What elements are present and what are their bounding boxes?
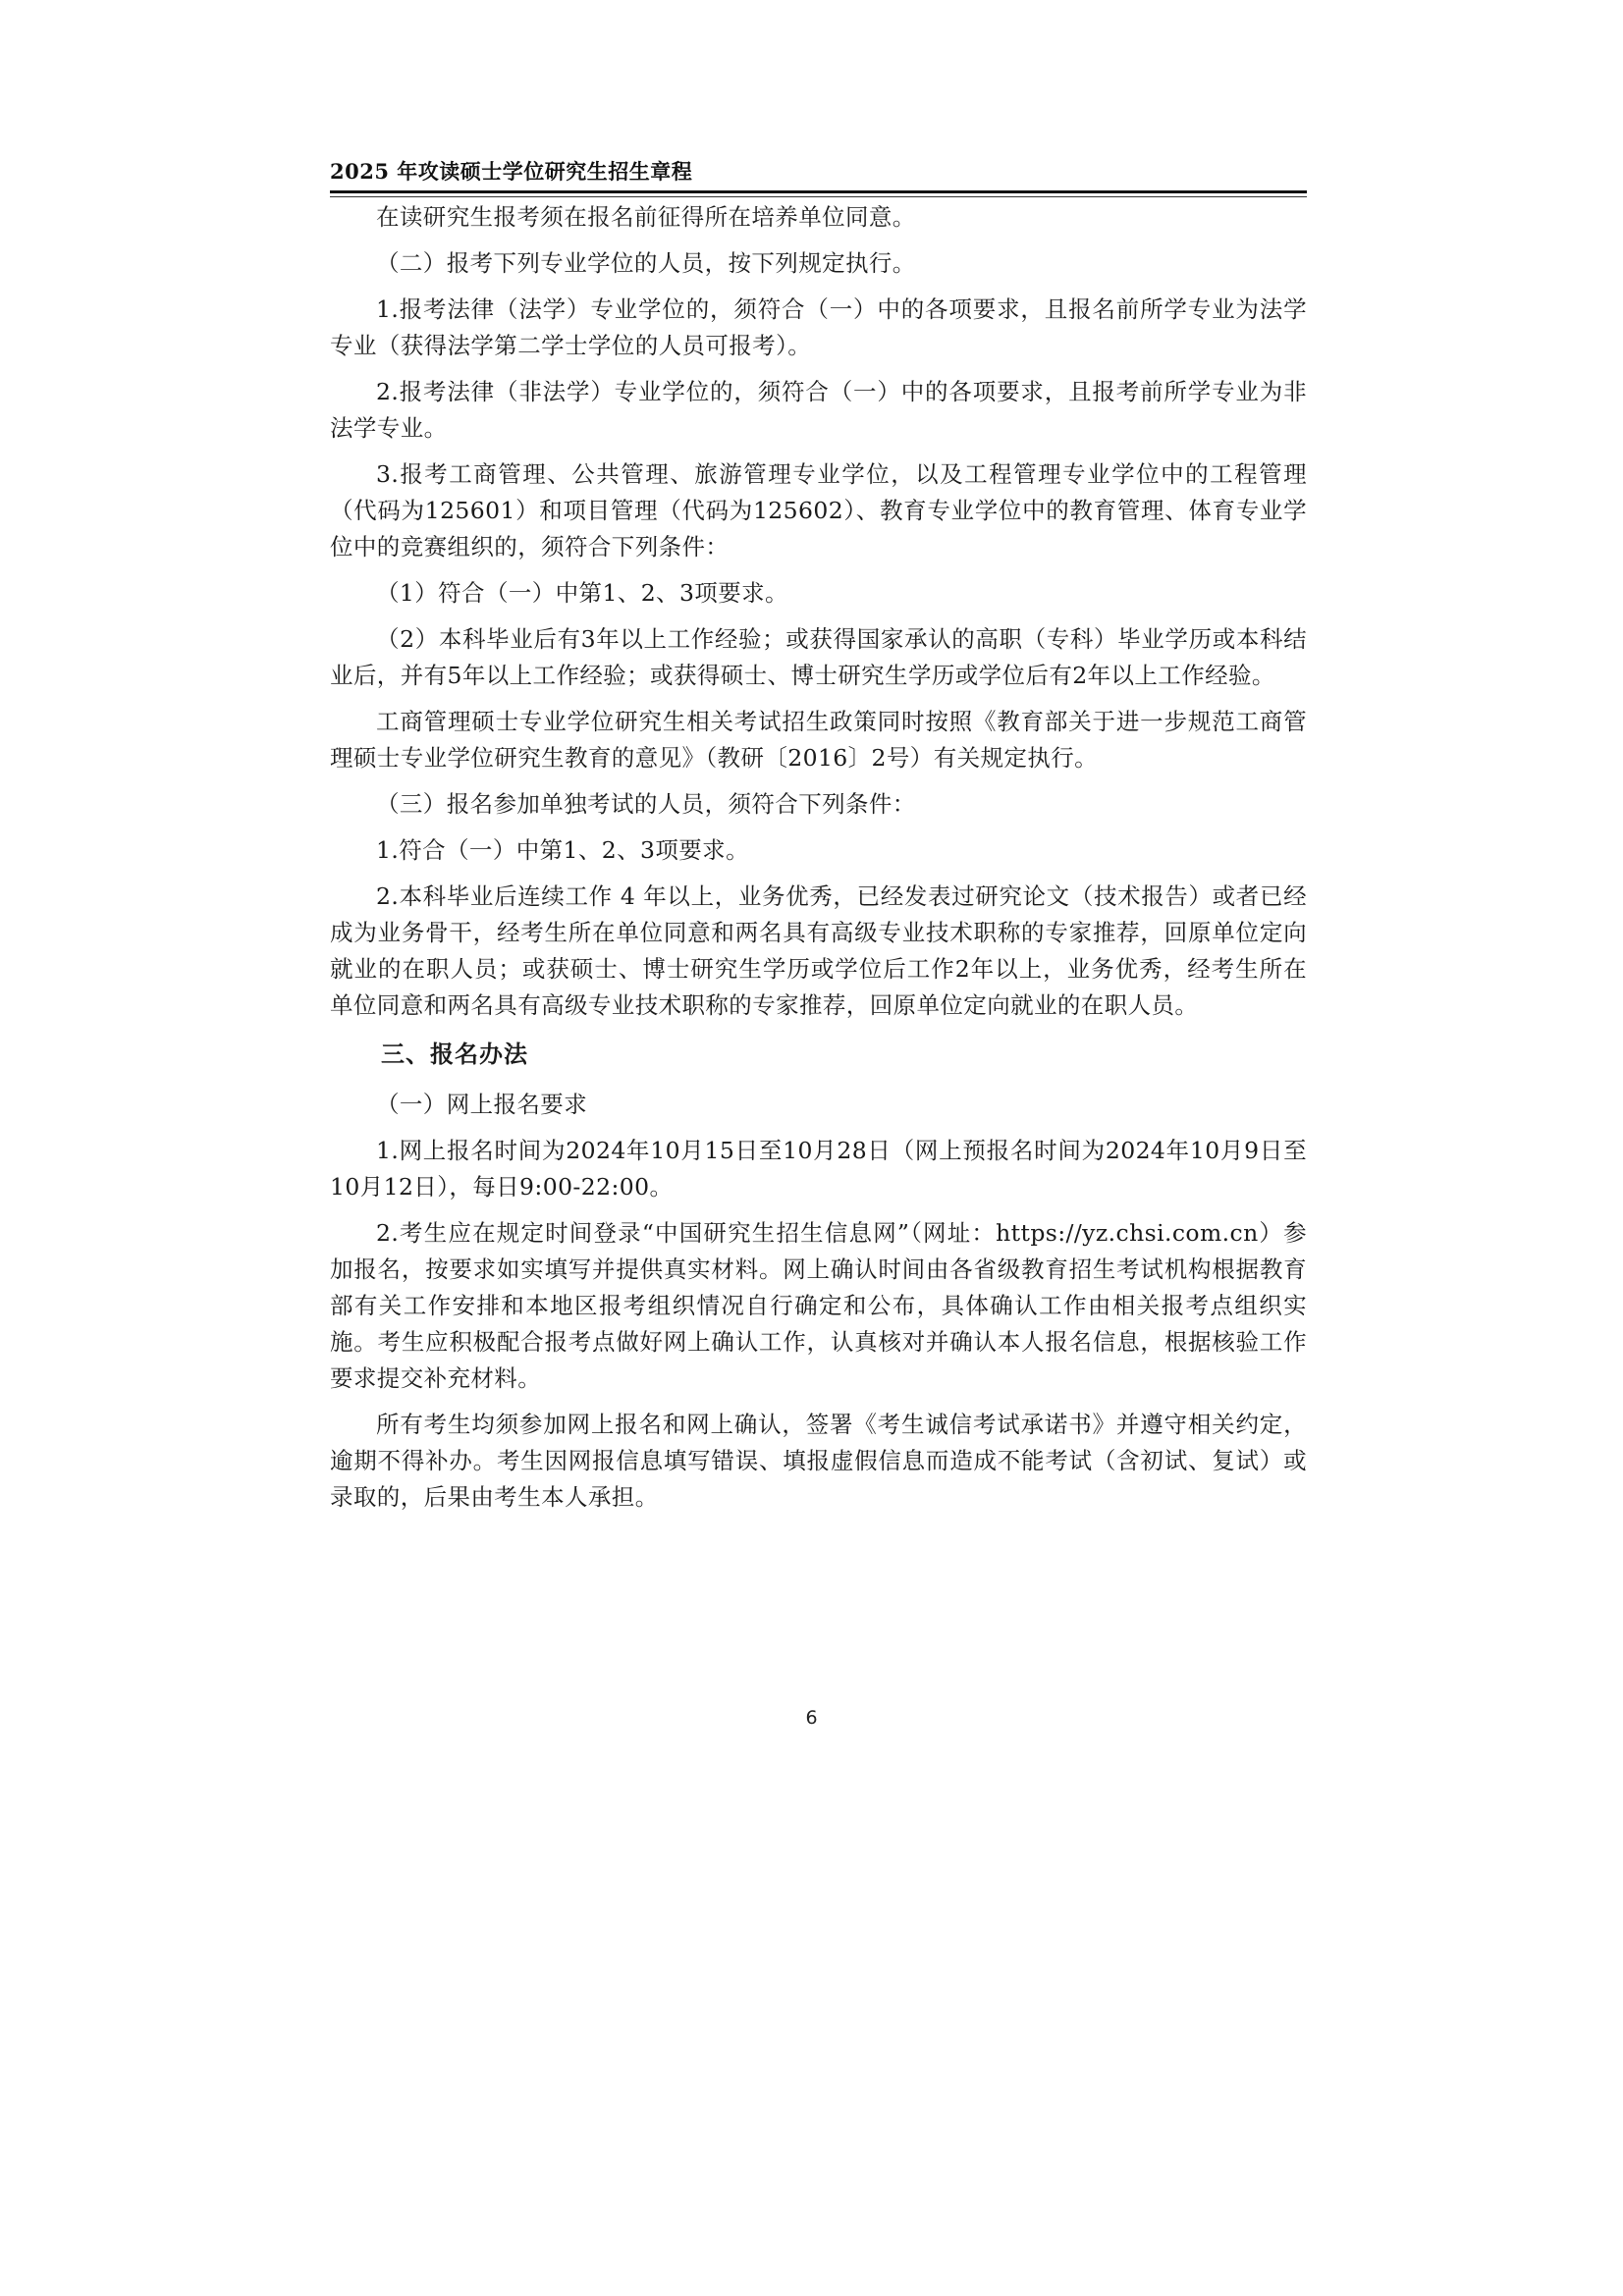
paragraph: 2.本科毕业后连续工作 4 年以上，业务优秀，已经发表过研究论文（技术报告）或者已经成为业务骨干，经考生所在单位同意和两名具有高级专业技术职称的专家推荐，回原单位定向就业的在职人员；或获硕士、博士研究生学历或学位后工作2年以上，业务优秀，经考生所在单位同意和两名具有高级专业技术职称的专家推荐，回原单位定向就业的在职人员。 (330, 882, 1307, 1019)
page-number: 6 (805, 1707, 818, 1729)
paragraph: （1）符合（一）中第1、2、3项要求。 (376, 579, 788, 607)
header-rule (330, 190, 1307, 193)
header-rule-thin (330, 196, 1307, 197)
paragraph: （2）本科毕业后有3年以上工作经验；或获得国家承认的高职（专科）毕业学历或本科结业后，并有5年以上工作经验；或获得硕士、博士研究生学历或学位后有2年以上工作经验。 (330, 625, 1307, 689)
document-title: 2025 年攻读硕士学位研究生招生章程 (330, 159, 693, 184)
paragraph: 2.报考法律（非法学）专业学位的，须符合（一）中的各项要求，且报考前所学专业为非法学专业。 (330, 378, 1307, 442)
paragraph: 2.考生应在规定时间登录“中国研究生招生信息网”（网址：https://yz.chsi.com.cn）参加报名，按要求如实填写并提供真实材料。网上确认时间由各省级教育招生考试机构根据教育部有关工作安排和本地区报考组织情况自行确定和公布，具体确认工作由相关报考点组织实施。考生应积极配合报考点做好网上确认工作，认真核对并确认本人报名信息，根据核验工作要求提交补充材料。 (330, 1219, 1307, 1392)
paragraph: 1.报考法律（法学）专业学位的，须符合（一）中的各项要求，且报名前所学专业为法学专业（获得法学第二学士学位的人员可报考）。 (330, 295, 1307, 359)
paragraph: （三）报名参加单独考试的人员，须符合下列条件： (376, 790, 916, 818)
paragraph: （一）网上报名要求 (376, 1091, 588, 1118)
document-body (330, 199, 1307, 1525)
paragraph: 1.符合（一）中第1、2、3项要求。 (376, 836, 749, 864)
paragraph: 3.报考工商管理、公共管理、旅游管理专业学位，以及工程管理专业学位中的工程管理（代码为125601）和项目管理（代码为125602）、教育专业学位中的教育管理、体育专业学位中的竞赛组织的，须符合下列条件： (330, 460, 1307, 561)
page-header (330, 157, 1307, 197)
paragraph: 工商管理硕士专业学位研究生相关考试招生政策同时按照《教育部关于进一步规范工商管理硕士专业学位研究生教育的意见》（教研〔2016〕2号）有关规定执行。 (330, 708, 1307, 772)
paragraph: 1.网上报名时间为2024年10月15日至10月28日（网上预报名时间为2024年10月9日至10月12日），每日9:00-22:00。 (330, 1137, 1307, 1201)
paragraph: （二）报考下列专业学位的人员，按下列规定执行。 (376, 249, 916, 277)
paragraph: 在读研究生报考须在报名前征得所在培养单位同意。 (376, 203, 916, 231)
paragraph: 所有考生均须参加网上报名和网上确认，签署《考生诚信考试承诺书》并遵守相关约定，逾期不得补办。考生因网报信息填写错误、填报虚假信息而造成不能考试（含初试、复试）或录取的，后果由考生本人承担。 (330, 1411, 1307, 1511)
section-heading: 三、报名办法 (381, 1041, 528, 1068)
